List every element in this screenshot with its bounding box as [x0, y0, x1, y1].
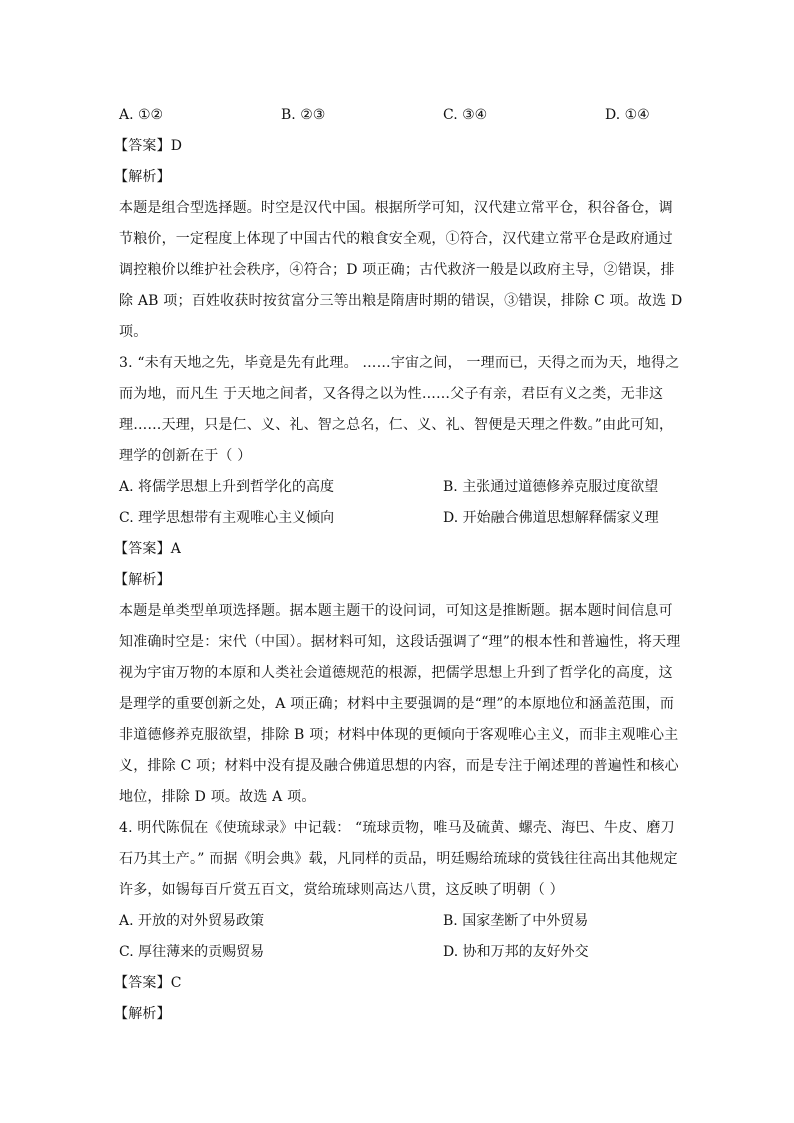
q4-option-b: B. 国家垄断了中外贸易 [443, 913, 589, 929]
q2-analysis-heading: 【解析】 [114, 169, 171, 185]
q2-analysis-line: 调控粮价以维护社会秩序，④符合；D 项正确；古代救济一般是以政府主导，②错误，排 [119, 262, 675, 278]
q3-analysis-line: 地位，排除 D 项。故选 A 项。 [119, 789, 316, 805]
q3-answer: 【答案】A [114, 541, 182, 557]
q4-options-row-2 [119, 937, 675, 968]
q3-analysis-line: 义，排除 C 项；材料中没有提及融合佛道思想的内容，而是专注于阐述理的普遍性和核心 [119, 758, 679, 774]
document-page [114, 100, 683, 1030]
q2-option-a: A. ①② [119, 107, 164, 123]
q3-option-b: B. 主张通过道德修养克服过度欲望 [443, 479, 659, 495]
q3-analysis-heading: 【解析】 [114, 572, 171, 588]
q4-stem-line: 石乃其土产。” 而据《明会典》载，凡同样的贡品，明廷赐给琉球的赏钱往往高出其他规定 [119, 851, 678, 867]
q3-analysis-line: 知准确时空是：宋代（中国）。据材料可知，这段话强调了“理”的根本性和普遍性，将天理 [119, 634, 681, 650]
q3-options-row-1 [119, 472, 675, 503]
q2-analysis-line: 本题是组合型选择题。时空是汉代中国。根据所学可知，汉代建立常平仓，积谷备仓，调 [119, 200, 673, 216]
q2-option-c: C. ③④ [443, 107, 488, 123]
q4-option-c: C. 厚往薄来的贡赐贸易 [119, 944, 265, 960]
q3-stem-line: 理学的创新在于（ ） [119, 448, 252, 464]
q4-answer: 【答案】C [114, 975, 182, 991]
q3-stem-line: 理……天理，只是仁、义、礼、智之总名，仁、义、礼、智便是天理之件数。”由此可知， [119, 417, 674, 433]
q2-analysis-line: 节粮价，一定程度上体现了中国古代的粮食安全观，①符合，汉代建立常平仓是政府通过 [119, 231, 673, 247]
q4-analysis-heading: 【解析】 [114, 1006, 171, 1022]
q3-stem-line: 而为地，而凡生 于天地之间者，又各得之以为性……父子有亲，君臣有义之类，无非这 [119, 386, 664, 402]
q4-option-a: A. 开放的对外贸易政策 [119, 913, 265, 929]
q3-options-row-2 [119, 503, 675, 534]
q3-stem-line: 3. “未有天地之先，毕竟是先有此理。 ……宇宙之间， 一理而已，天得之而为天，地得之 [119, 355, 680, 371]
q2-options [119, 100, 675, 131]
q2-option-b: B. ②③ [281, 107, 326, 123]
q2-analysis-line: 项。 [119, 324, 148, 340]
q4-option-d: D. 协和万邦的友好外交 [443, 944, 589, 960]
q4-options-row-1 [119, 906, 675, 937]
q3-option-c: C. 理学思想带有主观唯心主义倾向 [119, 510, 335, 526]
q3-option-a: A. 将儒学思想上升到哲学化的高度 [119, 479, 335, 495]
q2-analysis-line: 除 AB 项；百姓收获时按贫富分三等出粮是隋唐时期的错误，③错误，排除 C 项。故选 D [119, 293, 683, 309]
q3-analysis-line: 本题是单类型单项选择题。据本题主题干的设问词，可知这是推断题。据本题时间信息可 [119, 603, 673, 619]
q3-analysis-line: 非道德修养克服欲望，排除 B 项；材料中体现的更倾向于客观唯心主义，而非主观唯心主 [119, 727, 679, 743]
q4-stem-line: 4. 明代陈侃在《使琉球录》中记载： “琉球贡物，唯马及硫黄、螺壳、海巴、牛皮、磨刀 [119, 820, 675, 836]
q2-answer: 【答案】D [114, 138, 183, 154]
q4-stem-line: 许多，如锡每百斤赏五百文，赏给琉球则高达八贯，这反映了明朝（ ） [119, 882, 564, 898]
q2-option-d: D. ①④ [605, 107, 650, 123]
q3-option-d: D. 开始融合佛道思想解释儒家义理 [443, 510, 659, 526]
q3-analysis-line: 视为宇宙万物的本原和人类社会道德规范的根源，把儒学思想上升到了哲学化的高度，这 [119, 665, 673, 681]
q3-analysis-line: 是理学的重要创新之处，A 项正确；材料中主要强调的是“理”的本原地位和涵盖范围，而 [119, 696, 675, 712]
